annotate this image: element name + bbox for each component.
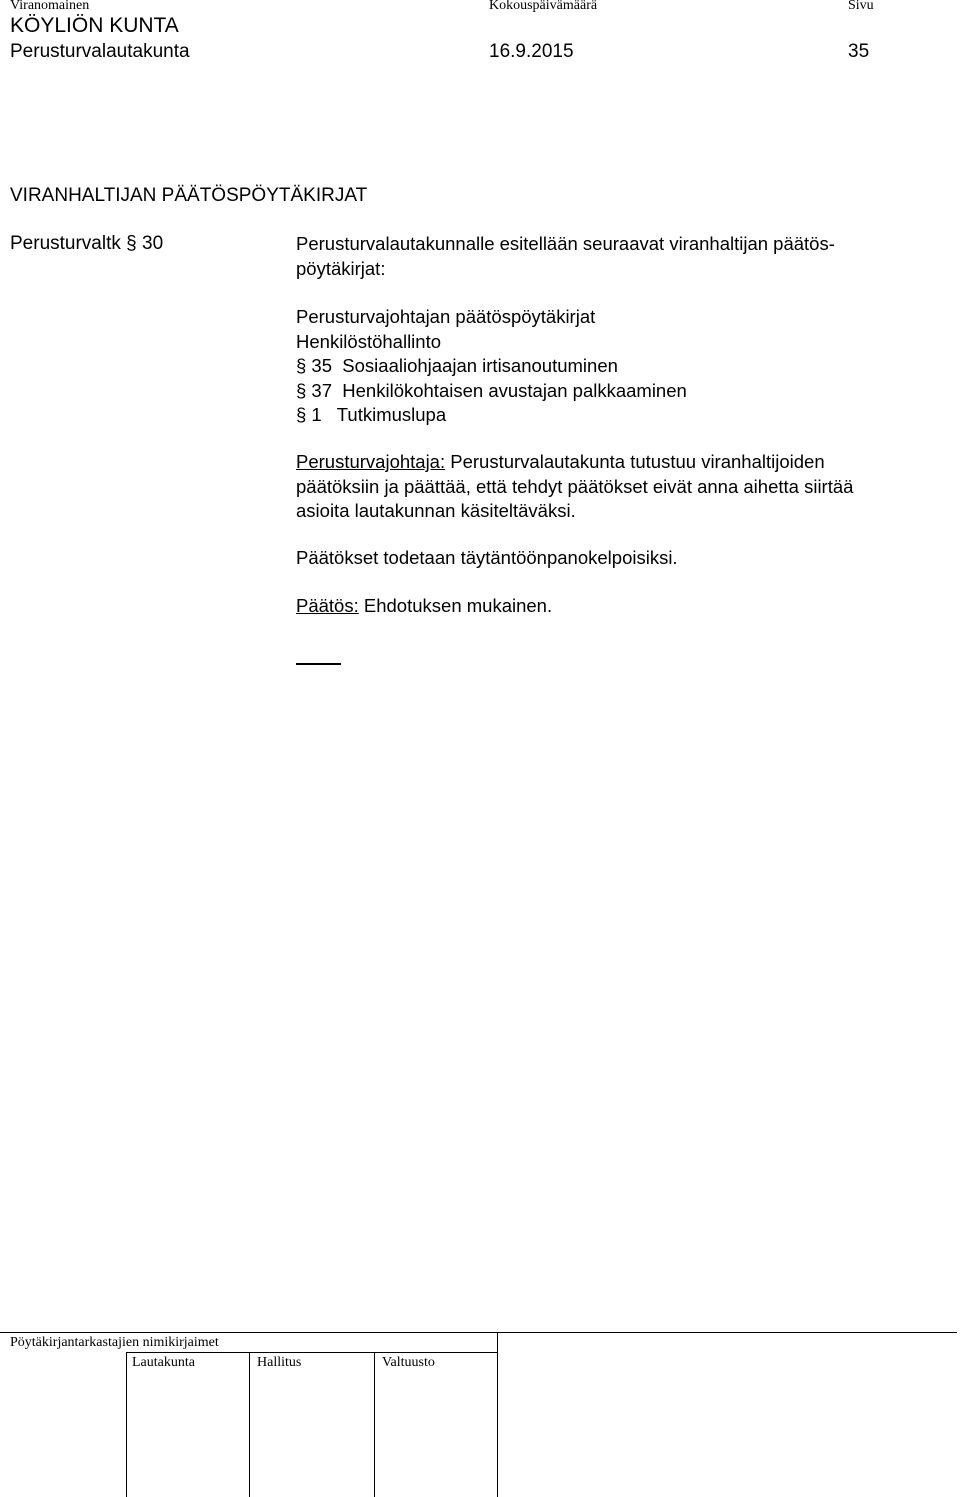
header-label-page: Sivu (848, 0, 874, 13)
decision-list (296, 305, 936, 428)
list-item: § 37 Henkilökohtaisen avustajan palkkaaminen (296, 379, 687, 401)
organization-name: KÖYLIÖN KUNTA (10, 14, 179, 37)
proposal-line-3: asioita lautakunnan käsiteltäväksi. (296, 500, 576, 521)
footer-divider-4 (497, 1332, 498, 1497)
decision-paragraph (296, 594, 936, 619)
enforcement-statement: Päätökset todetaan täytäntöönpanokelpoisiksi. (296, 547, 678, 568)
list-heading: Perusturvajohtajan päätöspöytäkirjat (296, 306, 596, 327)
proposal-label: Perusturvajohtaja: (296, 451, 446, 472)
proposal-line-2: päätöksiin ja päättää, että tehdyt päätökset eivät anna aihetta siirtää (296, 475, 854, 497)
intro-paragraph (296, 232, 936, 281)
footer-divider-3 (374, 1352, 375, 1497)
header-label-authority: Viranomainen (10, 0, 90, 13)
proposal-paragraph (296, 450, 936, 524)
list-subheading: Henkilöstöhallinto (296, 330, 442, 352)
meeting-date: 16.9.2015 (489, 41, 574, 62)
page-number: 35 (848, 41, 870, 62)
footer-top-rule (0, 1332, 957, 1333)
footer-divider-2 (249, 1352, 250, 1497)
intro-line-2: pöytäkirjat: (296, 257, 386, 279)
signatures-label: Pöytäkirjantarkastajien nimikirjaimet (10, 1335, 219, 1350)
item-reference: Perusturvaltk § 30 (10, 233, 164, 254)
signature-col-council: Valtuusto (382, 1355, 435, 1370)
decision-text: Ehdotuksen mukainen. (358, 595, 553, 616)
proposal-line-1: Perusturvalautakunta tutustuu viranhaltijoiden (445, 451, 825, 472)
signature-col-committee: Lautakunta (132, 1355, 195, 1370)
footer-header-rule (126, 1352, 498, 1353)
list-item: § 1 Tutkimuslupa (296, 404, 447, 425)
section-title: VIRANHALTIJAN PÄÄTÖSPÖYTÄKIRJAT (10, 185, 368, 206)
signature-col-board: Hallitus (257, 1355, 302, 1370)
footer-divider-1 (126, 1352, 127, 1497)
list-item: § 35 Sosiaaliohjaajan irtisanoutuminen (296, 355, 618, 376)
decision-label: Päätös: (296, 595, 359, 616)
end-of-item-rule (296, 663, 341, 665)
header-label-meeting-date: Kokouspäivämäärä (489, 0, 598, 13)
intro-line-1: Perusturvalautakunnalle esitellään seuraavat viranhaltijan päätös- (296, 233, 835, 254)
committee-name: Perusturvalautakunta (10, 41, 190, 62)
